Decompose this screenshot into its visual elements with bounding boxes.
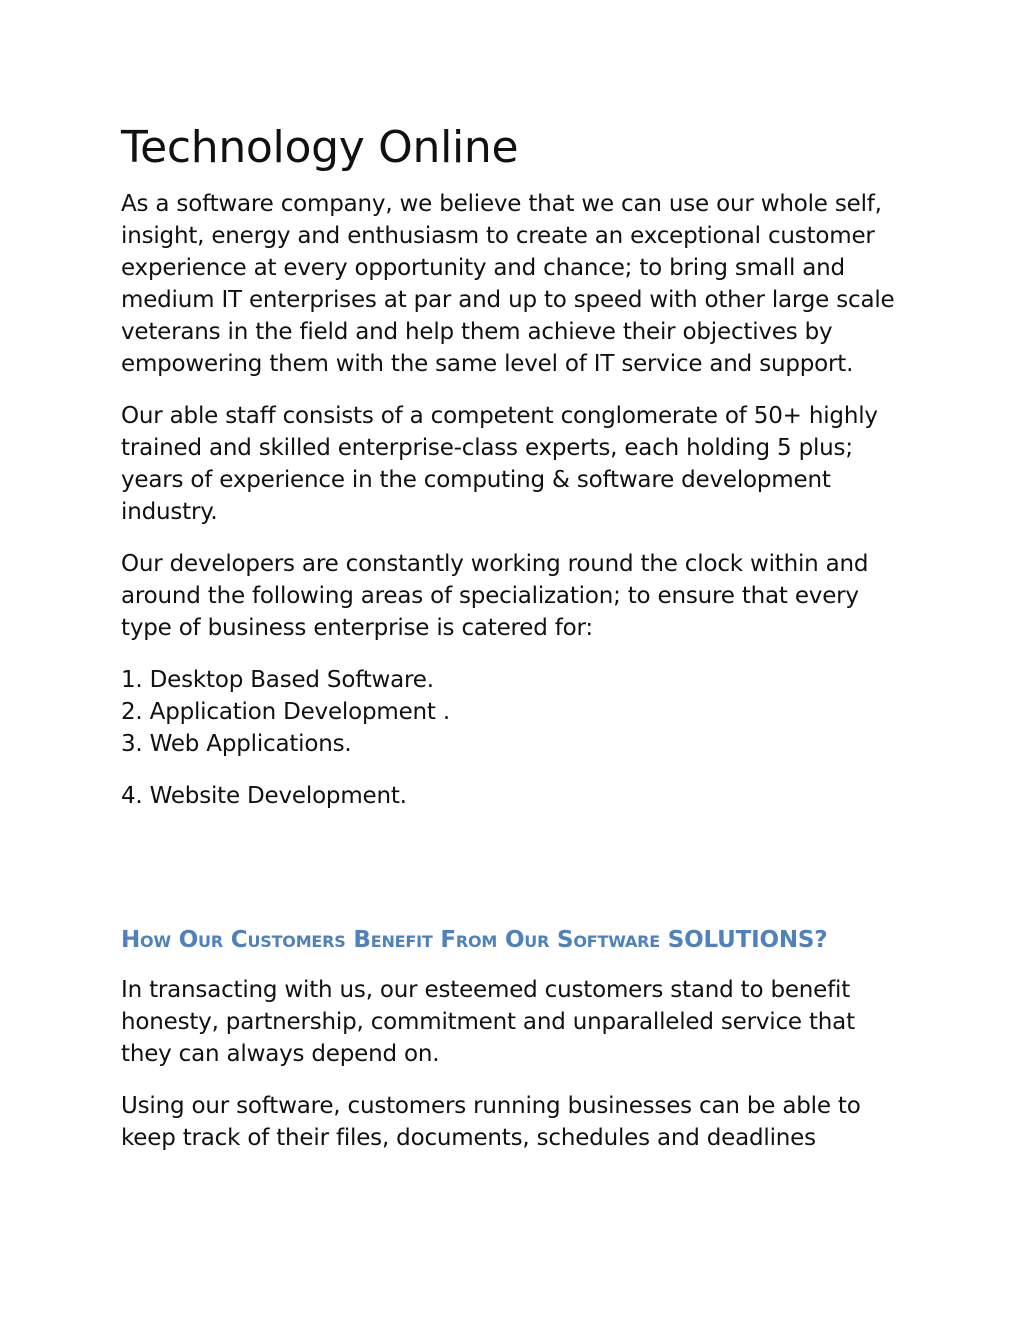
intro-paragraph: As a software company, we believe that we can use our whole self, insight, energy and enthusiasm to create an exceptional customer experience at every opportunity and chance; to bring small and medium IT enterprises at par and up to speed with other large scale veterans in the field and help them achieve their objectives by empowering them with the same level of IT service and support. bbox=[121, 191, 895, 377]
software-usage-paragraph: Using our software, customers running businesses can be able to keep track of their files, documents, schedules and deadlines bbox=[121, 1093, 861, 1151]
benefit-paragraph: In transacting with us, our esteemed customers stand to benefit honesty, partnership, commitment and unparalleled service that they can always depend on. bbox=[121, 977, 855, 1067]
staff-paragraph: Our able staff consists of a competent conglomerate of 50+ highly trained and skilled enterprise-class experts, each holding 5 plus; years of experience in the computing & software development industry. bbox=[121, 403, 878, 525]
list-item: 3. Web Applications. bbox=[121, 731, 352, 757]
developers-paragraph: Our developers are constantly working round the clock within and around the following areas of specialization; to ensure that every type of business enterprise is catered for: bbox=[121, 551, 869, 641]
specialization-list-continued bbox=[121, 780, 911, 812]
list-item: 2. Application Development . bbox=[121, 699, 450, 725]
list-item: 1. Desktop Based Software. bbox=[121, 667, 434, 693]
section-spacer bbox=[121, 832, 911, 924]
specialization-list bbox=[121, 664, 911, 760]
page-title: Technology Online bbox=[121, 122, 519, 173]
document-page bbox=[121, 120, 911, 1174]
list-item: 4. Website Development. bbox=[121, 783, 407, 809]
section-heading: How Our Customers Benefit From Our Software SOLUTIONS? bbox=[121, 927, 828, 953]
